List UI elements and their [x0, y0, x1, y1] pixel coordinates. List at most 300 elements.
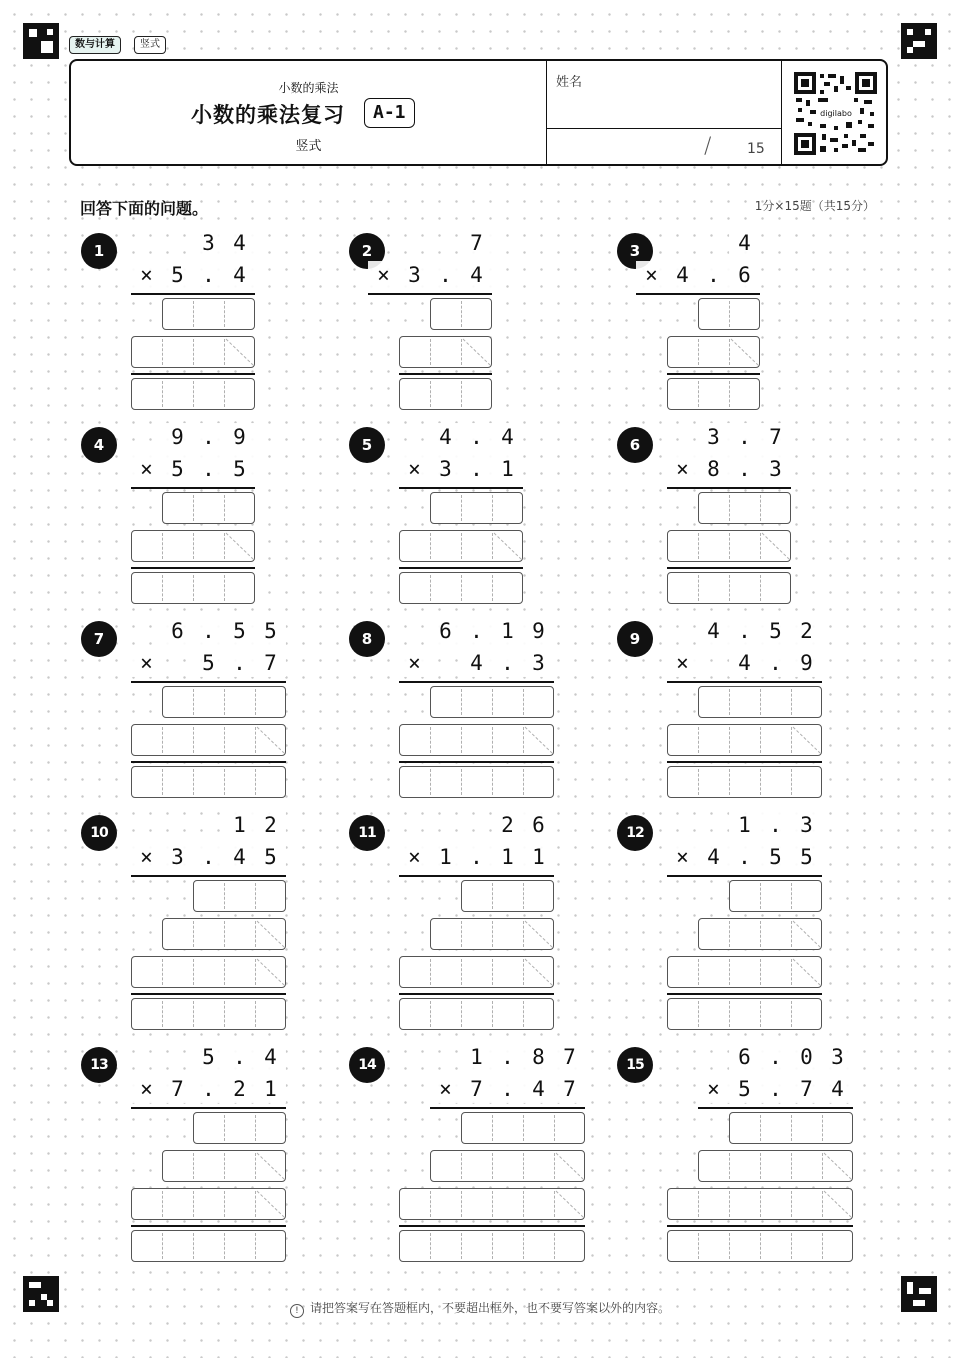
- skip-cell-mark: [255, 1189, 286, 1219]
- skip-cell-mark: [523, 957, 554, 987]
- sum-rule: [667, 993, 822, 995]
- problem-number-badge: 7: [81, 621, 117, 657]
- cell-divider: [461, 1153, 462, 1179]
- problem-number-badge: 13: [81, 1047, 117, 1083]
- multiplier-digit: 1: [492, 455, 523, 483]
- multiplicand-digit: .: [224, 1043, 255, 1071]
- problem-number-badge: 4: [81, 427, 117, 463]
- multiplicand-digit: 7: [760, 423, 791, 451]
- multiplier-digit: .: [193, 261, 224, 289]
- multiply-sign: ×: [399, 455, 430, 483]
- cell-divider: [224, 689, 225, 715]
- skip-cell-mark: [822, 1151, 853, 1181]
- calculation-rule: [399, 875, 554, 877]
- multiplicand-digit: .: [760, 1043, 791, 1071]
- answer-box[interactable]: [399, 1230, 585, 1262]
- cell-divider: [224, 921, 225, 947]
- partial-product-box[interactable]: [430, 918, 554, 950]
- multiply-sign: ×: [698, 1075, 729, 1103]
- answer-box[interactable]: [667, 572, 791, 604]
- skip-cell-mark: [255, 725, 286, 755]
- partial-product-box[interactable]: [667, 530, 791, 562]
- cell-divider: [162, 339, 163, 365]
- problem-number-badge: 10: [81, 815, 117, 851]
- cell-divider: [729, 1153, 730, 1179]
- partial-product-box[interactable]: [430, 1150, 585, 1182]
- multiplier-digit: 4: [667, 261, 698, 289]
- problem-number-badge: 1: [81, 233, 117, 269]
- cell-divider: [461, 495, 462, 521]
- multiplier-digit: .: [492, 1075, 523, 1103]
- cell-divider: [492, 1115, 493, 1141]
- partial-product-box[interactable]: [162, 298, 255, 330]
- cell-divider: [492, 1233, 493, 1259]
- partial-product-box[interactable]: [399, 724, 554, 756]
- footer-note: [0, 1299, 960, 1318]
- cell-divider: [523, 883, 524, 909]
- problem-number-badge: 14: [349, 1047, 385, 1083]
- partial-product-box[interactable]: [698, 918, 822, 950]
- cell-divider: [822, 1233, 823, 1259]
- multiplier-digit: 7: [162, 1075, 193, 1103]
- cell-divider: [492, 883, 493, 909]
- multiplier-digit: 4: [729, 649, 760, 677]
- multiply-sign: ×: [368, 261, 399, 289]
- instruction-text: 回答下面的问题。: [80, 199, 209, 218]
- cell-divider: [224, 381, 225, 407]
- multiplicand-digit: 2: [255, 811, 286, 839]
- problem-number-badge: 2: [349, 233, 385, 269]
- multiply-sign: ×: [131, 261, 162, 289]
- cell-divider: [760, 575, 761, 601]
- partial-product-box[interactable]: [131, 724, 286, 756]
- multiplicand-digit: .: [461, 423, 492, 451]
- partial-product-box[interactable]: [399, 530, 523, 562]
- skip-cell-mark: [791, 957, 822, 987]
- cell-divider: [729, 301, 730, 327]
- multiplicand-digit: 1: [729, 811, 760, 839]
- multiplier-digit: 7: [791, 1075, 822, 1103]
- cell-divider: [729, 533, 730, 559]
- cell-divider: [430, 1233, 431, 1259]
- corner-marker-top-right: [901, 23, 937, 59]
- multiplier-digit: 5: [791, 843, 822, 871]
- partial-product-box[interactable]: [430, 686, 554, 718]
- calculation-rule: [430, 1107, 585, 1109]
- cell-divider: [791, 1001, 792, 1027]
- multiplier-digit: 5: [255, 843, 286, 871]
- multiplier-digit: .: [224, 649, 255, 677]
- multiplicand-digit: 8: [523, 1043, 554, 1071]
- skip-cell-mark: [729, 337, 760, 367]
- cell-divider: [430, 575, 431, 601]
- partial-product-box[interactable]: [162, 686, 286, 718]
- partial-product-box[interactable]: [131, 1188, 286, 1220]
- cell-divider: [193, 495, 194, 521]
- multiplicand-digit: 4: [255, 1043, 286, 1071]
- multiplier-digit: 1: [430, 843, 461, 871]
- multiplicand-digit: 5: [193, 1043, 224, 1071]
- multiplier-digit: 3: [760, 455, 791, 483]
- cell-divider: [255, 689, 256, 715]
- partial-product-box[interactable]: [667, 724, 822, 756]
- cell-divider: [255, 883, 256, 909]
- cell-divider: [461, 921, 462, 947]
- cell-divider: [255, 769, 256, 795]
- partial-product-box[interactable]: [698, 492, 791, 524]
- cell-divider: [224, 495, 225, 521]
- header-divider: [546, 128, 781, 129]
- cell-divider: [492, 575, 493, 601]
- cell-divider: [193, 1233, 194, 1259]
- skip-cell-mark: [791, 725, 822, 755]
- multiplier-digit: .: [461, 843, 492, 871]
- cell-divider: [492, 921, 493, 947]
- header-divider: [546, 61, 547, 164]
- cell-divider: [698, 769, 699, 795]
- multiplicand-digit: 4: [224, 229, 255, 257]
- cell-divider: [224, 1233, 225, 1259]
- header-subtitle: 小数的乘法: [278, 81, 339, 95]
- answer-box[interactable]: [667, 998, 822, 1030]
- cell-divider: [461, 689, 462, 715]
- calculation-rule: [131, 293, 255, 295]
- partial-product-box[interactable]: [729, 1112, 853, 1144]
- cell-divider: [760, 1115, 761, 1141]
- multiplier-digit: 5: [162, 455, 193, 483]
- cell-divider: [760, 1153, 761, 1179]
- cell-divider: [162, 727, 163, 753]
- multiplicand-digit: 4: [698, 617, 729, 645]
- multiplier-digit: 5: [224, 455, 255, 483]
- cell-divider: [729, 727, 730, 753]
- worksheet-code: A-1: [364, 98, 415, 128]
- calculation-rule: [667, 875, 822, 877]
- method-tag: 竖式: [134, 36, 166, 54]
- answer-box[interactable]: [667, 378, 760, 410]
- skip-cell-mark: [554, 1151, 585, 1181]
- multiplier-digit: .: [760, 649, 791, 677]
- answer-box[interactable]: [131, 1230, 286, 1262]
- answer-box[interactable]: [131, 766, 286, 798]
- multiplicand-digit: 7: [554, 1043, 585, 1071]
- partial-product-box[interactable]: [430, 492, 523, 524]
- skip-cell-mark: [554, 1189, 585, 1219]
- multiplier-digit: .: [760, 1075, 791, 1103]
- cell-divider: [523, 1001, 524, 1027]
- cell-divider: [760, 1001, 761, 1027]
- cell-divider: [523, 1153, 524, 1179]
- multiplicand-digit: .: [492, 1043, 523, 1071]
- multiplier-digit: .: [430, 261, 461, 289]
- cell-divider: [461, 727, 462, 753]
- cell-divider: [729, 1191, 730, 1217]
- score-info: 1分×15题（共15分）: [754, 199, 875, 213]
- cell-divider: [193, 689, 194, 715]
- problem-number-badge: 11: [349, 815, 385, 851]
- cell-divider: [523, 769, 524, 795]
- cell-divider: [729, 769, 730, 795]
- cell-divider: [255, 1115, 256, 1141]
- answer-box[interactable]: [131, 998, 286, 1030]
- answer-box[interactable]: [399, 998, 554, 1030]
- multiplier-digit: 4: [523, 1075, 554, 1103]
- cell-divider: [193, 533, 194, 559]
- info-icon: !: [290, 1304, 304, 1318]
- partial-product-box[interactable]: [399, 336, 492, 368]
- multiplicand-digit: 4: [492, 423, 523, 451]
- cell-divider: [224, 727, 225, 753]
- cell-divider: [729, 495, 730, 521]
- cell-divider: [430, 533, 431, 559]
- sum-rule: [131, 1225, 286, 1227]
- multiplier-digit: 5: [162, 261, 193, 289]
- cell-divider: [492, 1191, 493, 1217]
- header-type: 竖式: [295, 139, 322, 154]
- partial-product-box[interactable]: [667, 1188, 853, 1220]
- multiplier-digit: 1: [255, 1075, 286, 1103]
- skip-cell-mark: [492, 531, 523, 561]
- cell-divider: [554, 1115, 555, 1141]
- qr-label: digilabo: [820, 109, 852, 118]
- cell-divider: [193, 339, 194, 365]
- cell-divider: [224, 1001, 225, 1027]
- skip-cell-mark: [791, 919, 822, 949]
- cell-divider: [523, 689, 524, 715]
- multiply-sign: ×: [667, 843, 698, 871]
- answer-box[interactable]: [399, 378, 492, 410]
- worksheet-header: [69, 59, 888, 166]
- cell-divider: [461, 381, 462, 407]
- partial-product-box[interactable]: [698, 686, 822, 718]
- multiplicand-digit: 1: [461, 1043, 492, 1071]
- multiplicand-digit: .: [193, 617, 224, 645]
- cell-divider: [698, 381, 699, 407]
- partial-product-box[interactable]: [193, 880, 286, 912]
- multiplier-digit: 6: [729, 261, 760, 289]
- page-title: 小数的乘法复习: [191, 103, 345, 127]
- cell-divider: [162, 533, 163, 559]
- problem-number-badge: 5: [349, 427, 385, 463]
- cell-divider: [461, 769, 462, 795]
- cell-divider: [698, 575, 699, 601]
- cell-divider: [193, 381, 194, 407]
- partial-product-box[interactable]: [729, 880, 822, 912]
- partial-product-box[interactable]: [399, 956, 554, 988]
- partial-product-box[interactable]: [193, 1112, 286, 1144]
- problem-number-badge: 8: [349, 621, 385, 657]
- multiplier-digit: .: [729, 843, 760, 871]
- answer-box[interactable]: [667, 1230, 853, 1262]
- cell-divider: [760, 769, 761, 795]
- partial-product-box[interactable]: [461, 1112, 585, 1144]
- cell-divider: [760, 883, 761, 909]
- partial-product-box[interactable]: [131, 336, 255, 368]
- calculation-rule: [131, 487, 255, 489]
- cell-divider: [461, 533, 462, 559]
- cell-divider: [729, 689, 730, 715]
- partial-product-box[interactable]: [162, 918, 286, 950]
- multiplicand-digit: 7: [461, 229, 492, 257]
- multiplicand-digit: 6: [729, 1043, 760, 1071]
- cell-divider: [492, 769, 493, 795]
- cell-divider: [224, 301, 225, 327]
- multiplier-digit: 5: [193, 649, 224, 677]
- skip-cell-mark: [255, 1151, 286, 1181]
- skip-cell-mark: [224, 337, 255, 367]
- multiplicand-digit: 9: [224, 423, 255, 451]
- cell-divider: [492, 959, 493, 985]
- cell-divider: [224, 883, 225, 909]
- skip-cell-mark: [224, 531, 255, 561]
- partial-product-box[interactable]: [667, 336, 760, 368]
- cell-divider: [193, 1153, 194, 1179]
- partial-product-box[interactable]: [667, 956, 822, 988]
- problem-number-badge: 9: [617, 621, 653, 657]
- cell-divider: [698, 1001, 699, 1027]
- cell-divider: [162, 575, 163, 601]
- problem-number-badge: 3: [617, 233, 653, 269]
- multiplicand-digit: 6: [430, 617, 461, 645]
- answer-box[interactable]: [399, 572, 523, 604]
- multiplier-digit: 4: [224, 843, 255, 871]
- cell-divider: [193, 301, 194, 327]
- answer-box[interactable]: [399, 766, 554, 798]
- cell-divider: [162, 769, 163, 795]
- partial-product-box[interactable]: [698, 1150, 853, 1182]
- sum-rule: [131, 567, 255, 569]
- cell-divider: [760, 959, 761, 985]
- sum-rule: [667, 373, 760, 375]
- sum-rule: [667, 1225, 853, 1227]
- cell-divider: [791, 1153, 792, 1179]
- partial-product-box[interactable]: [131, 530, 255, 562]
- answer-box[interactable]: [131, 572, 255, 604]
- multiply-sign: ×: [636, 261, 667, 289]
- sum-rule: [131, 761, 286, 763]
- partial-product-box[interactable]: [461, 880, 554, 912]
- qr-code-icon: [794, 72, 877, 155]
- cell-divider: [193, 769, 194, 795]
- cell-divider: [162, 1001, 163, 1027]
- answer-box[interactable]: [667, 766, 822, 798]
- skip-cell-mark: [523, 725, 554, 755]
- multiplier-digit: 3: [430, 455, 461, 483]
- cell-divider: [224, 959, 225, 985]
- cell-divider: [791, 1115, 792, 1141]
- cell-divider: [523, 1115, 524, 1141]
- cell-divider: [162, 1233, 163, 1259]
- cell-divider: [729, 959, 730, 985]
- multiplicand-digit: .: [760, 811, 791, 839]
- cell-divider: [729, 1233, 730, 1259]
- cell-divider: [698, 533, 699, 559]
- calculation-rule: [667, 681, 822, 683]
- skip-cell-mark: [822, 1189, 853, 1219]
- multiplicand-digit: 4: [729, 229, 760, 257]
- calculation-rule: [399, 681, 554, 683]
- cell-divider: [224, 1115, 225, 1141]
- cell-divider: [193, 727, 194, 753]
- partial-product-box[interactable]: [162, 1150, 286, 1182]
- multiplier-digit: 8: [698, 455, 729, 483]
- multiplicand-digit: 6: [523, 811, 554, 839]
- cell-divider: [224, 1191, 225, 1217]
- cell-divider: [698, 339, 699, 365]
- cell-divider: [224, 769, 225, 795]
- cell-divider: [430, 339, 431, 365]
- cell-divider: [760, 495, 761, 521]
- cell-divider: [729, 1001, 730, 1027]
- multiplier-digit: .: [461, 455, 492, 483]
- partial-product-box[interactable]: [131, 956, 286, 988]
- skip-cell-mark: [461, 337, 492, 367]
- cell-divider: [461, 1233, 462, 1259]
- cell-divider: [791, 689, 792, 715]
- multiplicand-digit: 0: [791, 1043, 822, 1071]
- sum-rule: [399, 993, 554, 995]
- multiply-sign: ×: [430, 1075, 461, 1103]
- sum-rule: [399, 373, 492, 375]
- multiplier-digit: 3: [523, 649, 554, 677]
- score-slash: /: [704, 134, 712, 159]
- skip-cell-mark: [255, 957, 286, 987]
- cell-divider: [760, 1191, 761, 1217]
- header-divider: [781, 61, 782, 164]
- multiplier-digit: 7: [461, 1075, 492, 1103]
- partial-product-box[interactable]: [698, 298, 760, 330]
- multiplier-digit: .: [193, 843, 224, 871]
- cell-divider: [760, 689, 761, 715]
- multiplicand-digit: .: [729, 617, 760, 645]
- multiplier-digit: 3: [399, 261, 430, 289]
- partial-product-box[interactable]: [399, 1188, 585, 1220]
- calculation-rule: [636, 293, 760, 295]
- cell-divider: [492, 727, 493, 753]
- multiply-sign: ×: [131, 649, 162, 677]
- multiply-sign: ×: [667, 455, 698, 483]
- corner-marker-top-left: [23, 23, 59, 59]
- problem-number-badge: 6: [617, 427, 653, 463]
- multiplier-digit: 3: [162, 843, 193, 871]
- cell-divider: [193, 575, 194, 601]
- cell-divider: [698, 1233, 699, 1259]
- partial-product-box[interactable]: [162, 492, 255, 524]
- multiplier-digit: 4: [461, 261, 492, 289]
- multiply-sign: ×: [667, 649, 698, 677]
- partial-product-box[interactable]: [430, 298, 492, 330]
- sum-rule: [667, 567, 791, 569]
- cell-divider: [193, 921, 194, 947]
- sum-rule: [399, 1225, 585, 1227]
- skip-cell-mark: [255, 919, 286, 949]
- cell-divider: [791, 1233, 792, 1259]
- cell-divider: [461, 959, 462, 985]
- answer-box[interactable]: [131, 378, 255, 410]
- multiplier-digit: .: [193, 1075, 224, 1103]
- multiplier-digit: 4: [698, 843, 729, 871]
- cell-divider: [698, 727, 699, 753]
- footer-text: 请把答案写在答题框内，不要超出框外，也不要写答案以外的内容。: [309, 1301, 670, 1315]
- cell-divider: [162, 381, 163, 407]
- multiplier-digit: 1: [492, 843, 523, 871]
- skip-cell-mark: [760, 531, 791, 561]
- multiplier-digit: .: [698, 261, 729, 289]
- problem-number-badge: 12: [617, 815, 653, 851]
- multiplicand-digit: .: [461, 617, 492, 645]
- multiplier-digit: 1: [523, 843, 554, 871]
- cell-divider: [492, 689, 493, 715]
